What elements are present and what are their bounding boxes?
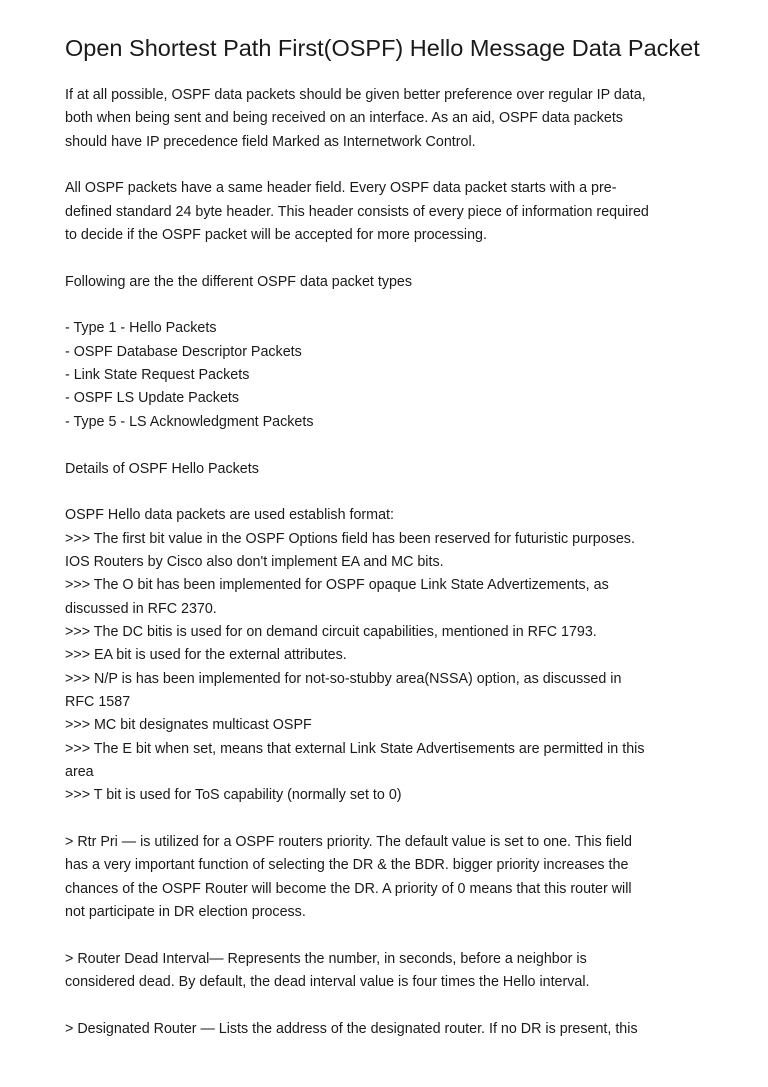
text-line: >>> The O bit has been implemented for OSPF opaque Link State Advertizements, as <box>65 577 609 594</box>
text-line: - Link State Request Packets <box>65 367 250 384</box>
text-line: >>> The first bit value in the OSPF Options field has been reserved for futuristic purposes. <box>65 530 635 547</box>
text-line: >>> The E bit when set, means that external Link State Advertisements are permitted in this <box>65 740 645 757</box>
text-line: discussed in RFC 2370. <box>65 600 217 617</box>
text-line: considered dead. By default, the dead interval value is four times the Hello interval. <box>65 974 590 991</box>
paragraph <box>65 831 715 924</box>
text-line: > Designated Router — Lists the address of the designated router. If no DR is present, this <box>65 1020 638 1037</box>
paragraph <box>65 948 715 995</box>
text-line: should have IP precedence field Marked as Internetwork Control. <box>65 133 476 150</box>
paragraph <box>65 177 715 247</box>
text-line: - OSPF LS Update Packets <box>65 390 240 407</box>
text-line: OSPF Hello data packets are used establish format: <box>65 507 394 524</box>
paragraph <box>65 317 715 434</box>
text-line: area <box>65 763 94 780</box>
text-line: >>> T bit is used for ToS capability (normally set to 0) <box>65 787 402 804</box>
text-line: >>> MC bit designates multicast OSPF <box>65 717 312 734</box>
text-line: to decide if the OSPF packet will be accepted for more processing. <box>65 227 487 244</box>
text-line: not participate in DR election process. <box>65 904 306 921</box>
text-line: Following are the the different OSPF data packet types <box>65 273 413 290</box>
paragraph <box>65 84 715 154</box>
text-line: - Type 1 - Hello Packets <box>65 320 217 337</box>
text-line: >>> EA bit is used for the external attributes. <box>65 647 347 664</box>
text-line: >>> The DC bitis is used for on demand circuit capabilities, mentioned in RFC 1793. <box>65 623 597 640</box>
text-line: > Rtr Pri — is utilized for a OSPF routers priority. The default value is set to one. This field <box>65 834 632 850</box>
paragraph <box>65 271 715 294</box>
document-page <box>65 32 715 1064</box>
text-line: both when being sent and being received on an interface. As an aid, OSPF data packets <box>65 110 623 127</box>
text-line: chances of the OSPF Router will become the DR. A priority of 0 means that this router will <box>65 880 632 897</box>
text-line: Details of OSPF Hello Packets <box>65 460 259 477</box>
document-body <box>65 84 715 1041</box>
paragraph <box>65 1018 715 1041</box>
text-line: >>> N/P is has been implemented for not-so-stubby area(NSSA) option, as discussed in <box>65 670 622 687</box>
page-title: Open Shortest Path First(OSPF) Hello Message Data Packet <box>65 35 700 61</box>
paragraph <box>65 504 715 807</box>
text-line: > Router Dead Interval— Represents the number, in seconds, before a neighbor is <box>65 950 587 967</box>
text-line: defined standard 24 byte header. This header consists of every piece of information required <box>65 203 649 220</box>
text-line: If at all possible, OSPF data packets should be given better preference over regular IP data, <box>65 87 646 103</box>
text-line: IOS Routers by Cisco also don't implement EA and MC bits. <box>65 553 444 570</box>
paragraph <box>65 458 715 481</box>
text-line: RFC 1587 <box>65 693 131 710</box>
text-line: - OSPF Database Descriptor Packets <box>65 343 302 360</box>
text-line: - Type 5 - LS Acknowledgment Packets <box>65 413 314 430</box>
text-line: All OSPF packets have a same header field. Every OSPF data packet starts with a pre- <box>65 180 617 197</box>
text-line: has a very important function of selecting the DR & the BDR. bigger priority increases the <box>65 857 629 874</box>
